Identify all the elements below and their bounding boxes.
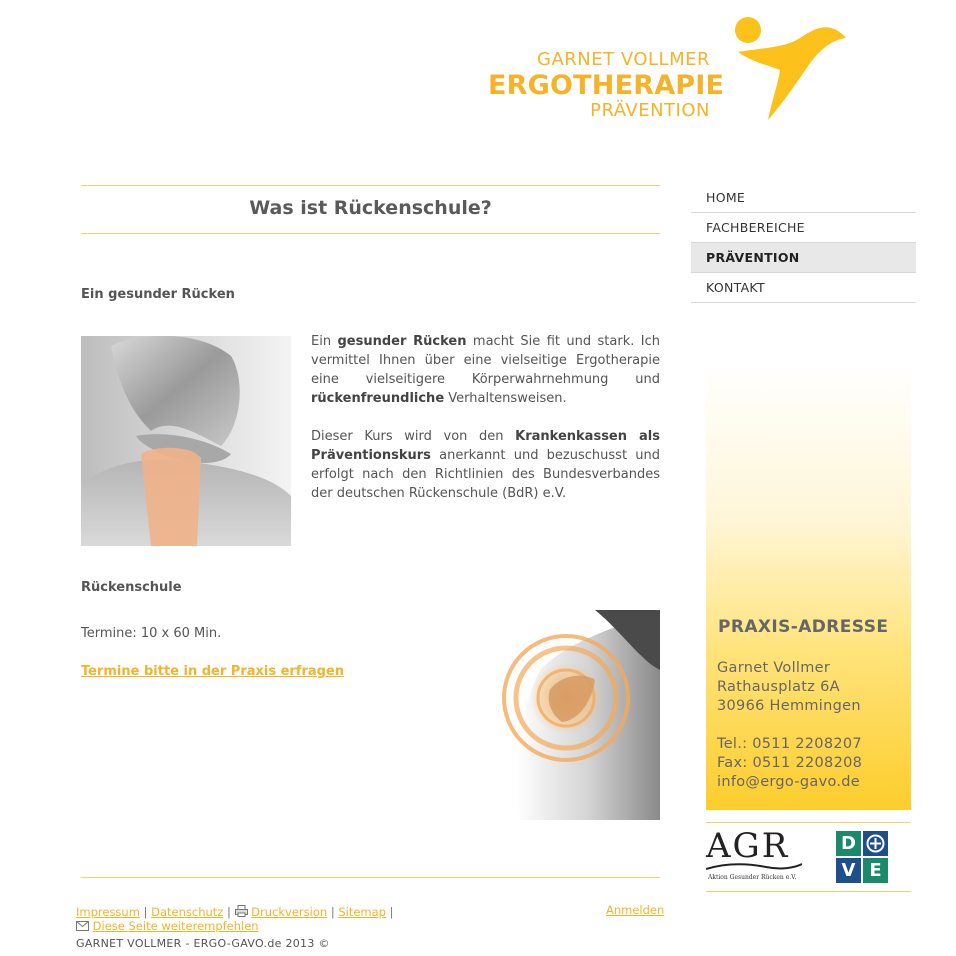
- footer-separator: |: [389, 905, 394, 919]
- footer-separator: |: [143, 905, 148, 919]
- address-name: Garnet Vollmer: [717, 660, 831, 676]
- dve-letter-e: E: [863, 858, 888, 883]
- course-bold: Krankenkassen als Präventionskurs: [311, 429, 660, 463]
- logo-ergotherapie: ERGOTHERAPIE: [488, 70, 725, 101]
- section-heading-gesunder-ruecken: Ein gesunder Rücken: [81, 287, 235, 302]
- address-title: PRAXIS-ADRESSE: [718, 617, 889, 637]
- footer-sitemap-link[interactable]: Sitemap: [338, 905, 386, 919]
- anmelden-link[interactable]: Anmelden: [606, 903, 665, 917]
- content-bottom-rule: [81, 877, 660, 878]
- termine-link[interactable]: Termine bitte in der Praxis erfragen: [81, 664, 345, 679]
- footer-druckversion-link[interactable]: Druckversion: [251, 905, 328, 919]
- footer-copyright: GARNET VOLLMER - ERGO-GAVO.de 2013 ©: [76, 937, 330, 950]
- logos-rule-top: [706, 822, 911, 823]
- footer-impressum-link[interactable]: Impressum: [76, 905, 140, 919]
- address-box: [706, 362, 911, 810]
- printer-icon: [235, 905, 248, 917]
- agr-logo-subtitle: Aktion Gesunder Rücken e.V.: [708, 874, 797, 881]
- dve-logo[interactable]: [836, 831, 888, 883]
- intro-paragraph: [311, 332, 660, 408]
- page-title: Was ist Rückenschule?: [249, 197, 492, 219]
- title-rule-top: [81, 185, 660, 186]
- nav-item-praevention[interactable]: PRÄVENTION: [691, 243, 916, 273]
- intro-bold-2: rückenfreundliche: [311, 391, 445, 406]
- intro-text-2: macht Sie fit und stark. Ich vermittel Ihnen über eine vielseitige Ergotherapie eine vielseitigere Körperwahrnehmung und: [311, 334, 660, 387]
- agr-logo-title: AGR: [706, 826, 790, 866]
- address-tel: Tel.: 0511 2208207: [717, 736, 862, 752]
- section-heading-rueckenschule: Rückenschule: [81, 580, 182, 595]
- intro-text-3: Verhaltensweisen.: [444, 391, 567, 406]
- logo-name: GARNET VOLLMER: [537, 49, 710, 70]
- dve-cross-icon: [863, 831, 888, 856]
- nav-item-kontakt[interactable]: KONTAKT: [691, 273, 916, 303]
- footer-separator: |: [330, 905, 335, 919]
- logos-rule-bottom: [706, 891, 911, 892]
- intro-text-1: Ein: [311, 334, 338, 349]
- course-text-1: Dieser Kurs wird von den: [311, 429, 516, 444]
- footer-datenschutz-link[interactable]: Datenschutz: [151, 905, 224, 919]
- footer-links: [76, 905, 394, 933]
- neck-pain-photo: [81, 336, 291, 546]
- person-jumping-icon: [730, 8, 850, 122]
- dve-letter-v: V: [836, 858, 861, 883]
- footer-separator: |: [226, 905, 231, 919]
- title-rule-bottom: [81, 233, 660, 234]
- logo-praevention: PRÄVENTION: [590, 100, 710, 121]
- address-fax: Fax: 0511 2208208: [717, 755, 863, 771]
- site-logo-text[interactable]: [488, 48, 725, 122]
- footer-empfehlen-link[interactable]: Diese Seite weiterempfehlen: [92, 919, 259, 933]
- address-street: Rathausplatz 6A: [717, 679, 840, 695]
- envelope-icon: [76, 921, 89, 931]
- agr-wave-icon: [706, 862, 802, 872]
- address-email[interactable]: info@ergo-gavo.de: [717, 774, 861, 790]
- dve-letter-d: D: [836, 831, 861, 856]
- course-text-2: anerkannt und bezuschusst und erfolgt nach den Richtlinien des Bundesverbandes der deutschen Rückenschule (BdR) e.V.: [311, 448, 660, 501]
- address-city: 30966 Hemmingen: [717, 698, 861, 714]
- termine-text: Termine: 10 x 60 Min.: [81, 626, 222, 641]
- main-navigation: [691, 183, 916, 303]
- agr-logo[interactable]: [706, 828, 802, 884]
- intro-bold-1: gesunder Rücken: [337, 334, 467, 349]
- shoulder-pain-photo: [500, 610, 660, 820]
- nav-item-home[interactable]: HOME: [691, 183, 916, 213]
- nav-item-fachbereiche[interactable]: FACHBEREICHE: [691, 213, 916, 243]
- course-paragraph: [311, 427, 660, 503]
